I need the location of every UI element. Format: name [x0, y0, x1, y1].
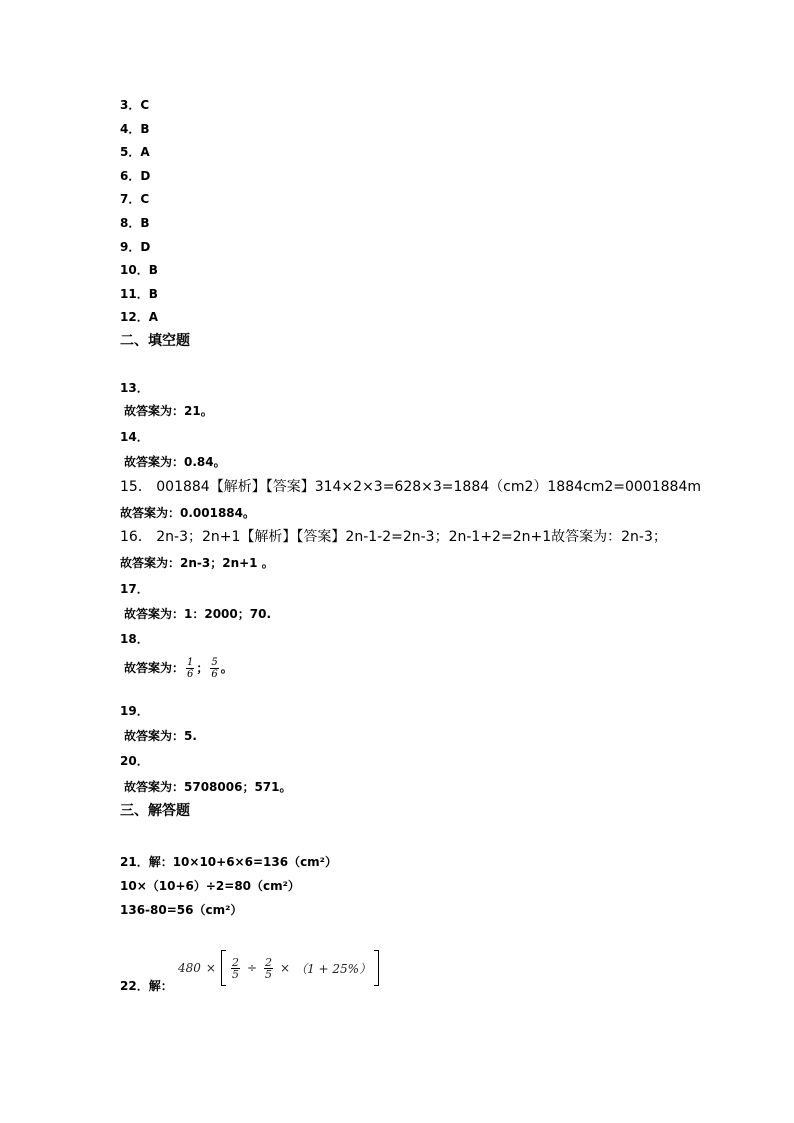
section-heading-solve: 三、解答题: [120, 803, 190, 819]
formula-divide: ÷: [246, 961, 258, 975]
q13-answer: 故答案为：21。: [124, 404, 213, 418]
formula-fraction-1: $\frac{2}{5}$: [231, 955, 239, 981]
left-bracket: [221, 950, 226, 986]
answer-line-3: 3．C: [120, 98, 150, 112]
q17-number: 17．: [120, 582, 149, 596]
q15-answer: 故答案为：0.001884。: [120, 506, 256, 520]
formula-paren-term: （1 + 25%）: [295, 961, 372, 976]
answer-line-4: 4．B: [120, 122, 150, 136]
q17-answer: 故答案为：1：2000；70.: [124, 607, 272, 621]
answer-line-7: 7．C: [120, 192, 150, 206]
q22-label: 22．解：: [120, 979, 173, 993]
formula-times: ×: [205, 961, 216, 975]
q20-answer: 故答案为：5708006；571。: [124, 780, 292, 794]
answer-line-6: 6．D: [120, 169, 151, 183]
q19-number: 19．: [120, 704, 149, 718]
q18-prefix: 故答案为：: [124, 661, 185, 675]
q15-solution: 15． 001884【解析】【答案】314×2×3=628×3=1884（cm2）1884cm2=0001884m: [120, 479, 701, 495]
q14-answer: 故答案为：0.84。: [124, 455, 226, 469]
right-bracket: [374, 950, 379, 986]
formula-fraction-2: $\frac{2}{5}$: [265, 955, 273, 981]
q21-line-1: 21．解：10×10+6×6=136（cm²）: [120, 855, 337, 869]
answer-line-10: 10．B: [120, 263, 158, 277]
q14-number: 14．: [120, 430, 149, 444]
section-heading-fill-blank: 二、填空题: [120, 333, 190, 349]
answer-line-8: 8．B: [120, 216, 150, 230]
answer-line-12: 12．A: [120, 310, 158, 324]
q18-fraction-1: $\frac{1}{6}$: [187, 657, 194, 680]
q20-number: 20．: [120, 754, 149, 768]
answer-line-5: 5．A: [120, 145, 150, 159]
q18-separator: ；: [196, 661, 209, 675]
q21-line-3: 136-80=56（cm²）: [120, 903, 243, 917]
q18-answer: [124, 656, 233, 680]
formula-times-2: ×: [280, 961, 291, 975]
q19-answer: 故答案为：5.: [124, 729, 197, 743]
q16-answer: 故答案为：2n-3；2n+1 。: [120, 556, 274, 570]
q21-line-2: 10×（10+6）÷2=80（cm²）: [120, 879, 300, 893]
q18-number: 18．: [120, 632, 149, 646]
answer-line-9: 9．D: [120, 240, 151, 254]
formula-term-480: 480: [178, 961, 201, 975]
q13-number: 13．: [120, 381, 149, 395]
q18-fraction-2: $\frac{5}{6}$: [211, 657, 218, 680]
q22-formula: [178, 948, 379, 988]
q16-solution: 16． 2n-3；2n+1【解析】【答案】2n-1-2=2n-3；2n-1+2=2n+1故答案为：2n-3；: [120, 529, 667, 545]
answer-line-11: 11．B: [120, 287, 158, 301]
q18-end: 。: [220, 661, 233, 675]
